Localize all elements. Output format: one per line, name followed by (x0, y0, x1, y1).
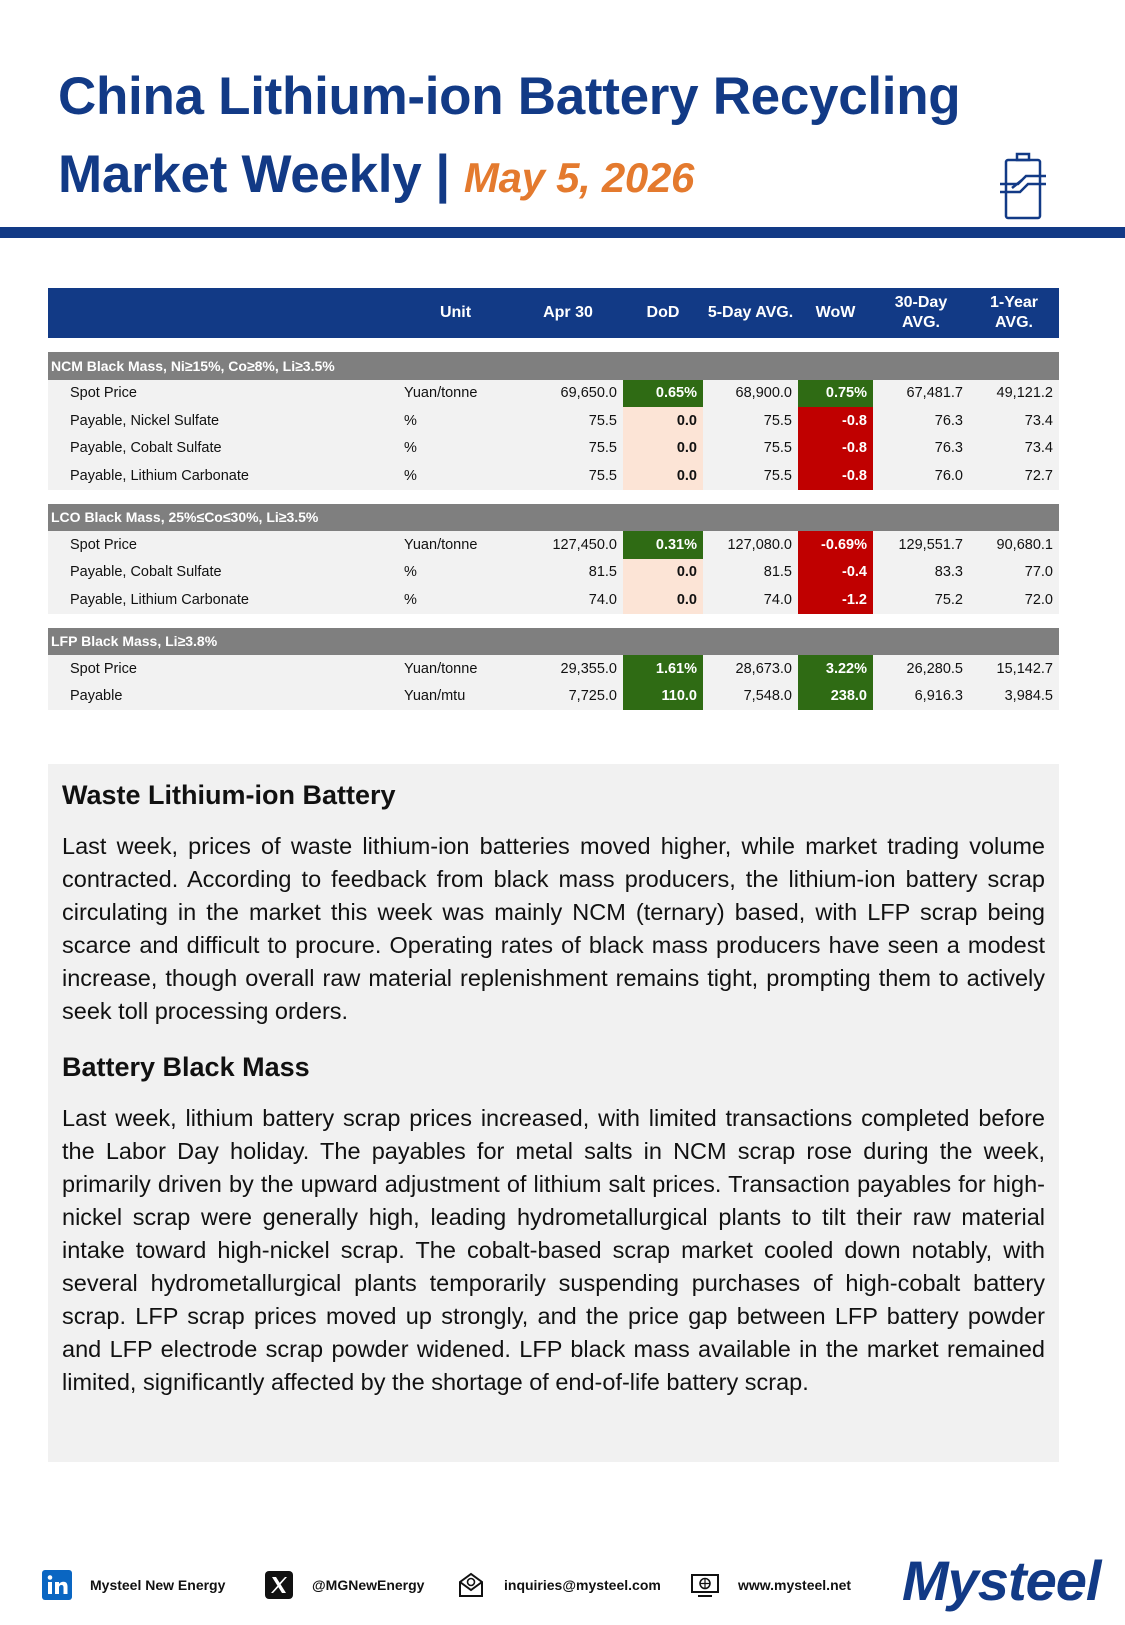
x-icon (264, 1570, 294, 1600)
website-link[interactable] (690, 1570, 851, 1600)
linkedin-link[interactable] (42, 1570, 225, 1600)
col-unit: Unit (398, 288, 513, 338)
waste-battery-heading: Waste Lithium-ion Battery (62, 780, 396, 810)
row-dod: 1.61% (623, 655, 703, 683)
black-mass-text: Last week, lithium battery scrap prices increased, with limited transactions completed before the Labor Day holiday. The payables for metal salts in NCM scrap rose during the week, primarily driven by the upward adjustment of lithium salt prices. Transaction payables for high-nickel scrap were generally high, leading hydrometallurgical plants to tilt their raw material intake toward high-nickel scrap. The cobalt-based scrap market cooled down notably, with several hydrometallurgical plants temporarily suspending purchases of high-cobalt battery scrap. LFP scrap prices moved up strongly, and the price gap between LFP battery powder and LFP electrode scrap powder widened. LFP black mass available in the market remained limited, significantly affected by the shortage of end-of-life battery scrap. (62, 1105, 1045, 1395)
row-wow: -0.8 (798, 435, 873, 463)
row-avg5: 75.5 (703, 462, 798, 490)
row-wow: 238.0 (798, 683, 873, 711)
row-avg1y: 72.0 (969, 586, 1059, 614)
row-item: Payable, Lithium Carbonate (48, 586, 398, 614)
report-header (58, 58, 1018, 217)
row-item: Spot Price (48, 655, 398, 683)
web-icon (690, 1570, 720, 1600)
row-unit: Yuan/tonne (398, 531, 513, 559)
row-wow: 0.75% (798, 380, 873, 408)
row-unit: % (398, 586, 513, 614)
row-wow: -0.69% (798, 531, 873, 559)
table-row (48, 586, 1059, 614)
section-header-row (48, 352, 1059, 380)
row-avg30: 76.3 (873, 407, 969, 435)
section-title: LFP Black Mass, Li≥3.8% (48, 628, 1059, 656)
email-link[interactable] (456, 1570, 661, 1600)
row-dod: 0.0 (623, 462, 703, 490)
row-avg5: 74.0 (703, 586, 798, 614)
title-line-1: China Lithium-ion Battery Recycling (58, 67, 961, 126)
table-row (48, 435, 1059, 463)
row-avg30: 129,551.7 (873, 531, 969, 559)
col-item (48, 288, 398, 338)
row-dod: 0.0 (623, 586, 703, 614)
col-wow: WoW (798, 288, 873, 338)
row-item: Payable, Nickel Sulfate (48, 407, 398, 435)
title-separator: | (435, 145, 450, 204)
row-avg1y: 72.7 (969, 462, 1059, 490)
row-avg1y: 3,984.5 (969, 683, 1059, 711)
section-header-row (48, 628, 1059, 656)
row-avg1y: 15,142.7 (969, 655, 1059, 683)
row-item: Payable, Lithium Carbonate (48, 462, 398, 490)
footer (42, 1549, 1101, 1612)
row-apr30: 69,650.0 (513, 380, 623, 408)
title-text: Market Weekly (58, 145, 422, 204)
commentary-panel (48, 764, 1059, 1462)
row-dod: 0.31% (623, 531, 703, 559)
row-avg30: 75.2 (873, 586, 969, 614)
table-row (48, 380, 1059, 408)
row-dod: 0.0 (623, 559, 703, 587)
row-dod: 0.0 (623, 407, 703, 435)
row-item: Payable, Cobalt Sulfate (48, 559, 398, 587)
row-avg5: 75.5 (703, 435, 798, 463)
section-title: NCM Black Mass, Ni≥15%, Co≥8%, Li≥3.5% (48, 352, 1059, 380)
row-unit: % (398, 462, 513, 490)
row-wow: -0.8 (798, 462, 873, 490)
mail-icon (456, 1570, 486, 1600)
table-row (48, 559, 1059, 587)
waste-battery-text: Last week, prices of waste lithium-ion batteries moved higher, while market trading volume contracted. According to feedback from black mass producers, the lithium-ion battery scrap circulating in the market this week was mainly NCM (ternary) based, with LFP scrap being scarce and difficult to procure. Operating rates of black mass producers have seen a modest increase, though overall raw material replenishment remains tight, prompting them to actively seek toll processing orders. (62, 833, 1045, 1024)
row-item: Payable (48, 683, 398, 711)
table-row (48, 531, 1059, 559)
black-mass-heading: Battery Black Mass (62, 1052, 310, 1082)
x-handle: @MGNewEnergy (312, 1577, 425, 1593)
row-avg1y: 73.4 (969, 407, 1059, 435)
battery-recycle-icon (998, 152, 1048, 222)
row-avg30: 67,481.7 (873, 380, 969, 408)
row-item: Payable, Cobalt Sulfate (48, 435, 398, 463)
col-apr30: Apr 30 (513, 288, 623, 338)
row-avg5: 127,080.0 (703, 531, 798, 559)
row-unit: % (398, 559, 513, 587)
row-apr30: 29,355.0 (513, 655, 623, 683)
section-header-row (48, 504, 1059, 532)
row-wow: -0.4 (798, 559, 873, 587)
row-unit: Yuan/tonne (398, 380, 513, 408)
row-avg5: 68,900.0 (703, 380, 798, 408)
price-table-body (48, 338, 1059, 710)
col-avg30: 30-Day AVG. (873, 288, 969, 338)
row-item: Spot Price (48, 380, 398, 408)
website-url: www.mysteel.net (738, 1577, 852, 1593)
row-avg1y: 77.0 (969, 559, 1059, 587)
x-link[interactable] (264, 1570, 424, 1600)
price-table (48, 288, 1059, 710)
title-line-2 (58, 136, 1018, 217)
table-row (48, 407, 1059, 435)
row-apr30: 74.0 (513, 586, 623, 614)
row-apr30: 127,450.0 (513, 531, 623, 559)
mysteel-logo: Mysteel (902, 1549, 1101, 1612)
table-row (48, 462, 1059, 490)
row-avg30: 83.3 (873, 559, 969, 587)
col-avg5: 5-Day AVG. (703, 288, 798, 338)
row-apr30: 75.5 (513, 435, 623, 463)
row-dod: 110.0 (623, 683, 703, 711)
section-title: LCO Black Mass, 25%≤Co≤30%, Li≥3.5% (48, 504, 1059, 532)
row-unit: Yuan/tonne (398, 655, 513, 683)
row-apr30: 81.5 (513, 559, 623, 587)
row-wow: -1.2 (798, 586, 873, 614)
table-row (48, 683, 1059, 711)
row-avg5: 75.5 (703, 407, 798, 435)
table-header-row (48, 288, 1059, 338)
header-rule (0, 227, 1125, 238)
row-unit: Yuan/mtu (398, 683, 513, 711)
linkedin-label: Mysteel New Energy (90, 1577, 226, 1593)
row-apr30: 7,725.0 (513, 683, 623, 711)
col-avg1y: 1-Year AVG. (969, 288, 1059, 338)
row-avg5: 7,548.0 (703, 683, 798, 711)
row-apr30: 75.5 (513, 462, 623, 490)
row-avg5: 28,673.0 (703, 655, 798, 683)
email-address: inquiries@mysteel.com (504, 1577, 661, 1593)
row-avg30: 26,280.5 (873, 655, 969, 683)
row-avg5: 81.5 (703, 559, 798, 587)
row-avg30: 76.0 (873, 462, 969, 490)
row-apr30: 75.5 (513, 407, 623, 435)
row-avg30: 76.3 (873, 435, 969, 463)
row-avg30: 6,916.3 (873, 683, 969, 711)
section-gap (48, 614, 1059, 628)
linkedin-icon (42, 1570, 72, 1600)
row-wow: -0.8 (798, 407, 873, 435)
row-avg1y: 73.4 (969, 435, 1059, 463)
table-row (48, 655, 1059, 683)
row-item: Spot Price (48, 531, 398, 559)
report-date: May 5, 2026 (463, 154, 695, 201)
row-wow: 3.22% (798, 655, 873, 683)
row-dod: 0.65% (623, 380, 703, 408)
row-avg1y: 90,680.1 (969, 531, 1059, 559)
row-avg1y: 49,121.2 (969, 380, 1059, 408)
row-dod: 0.0 (623, 435, 703, 463)
section-gap (48, 490, 1059, 504)
col-dod: DoD (623, 288, 703, 338)
row-unit: % (398, 435, 513, 463)
section-gap (48, 338, 1059, 352)
row-unit: % (398, 407, 513, 435)
